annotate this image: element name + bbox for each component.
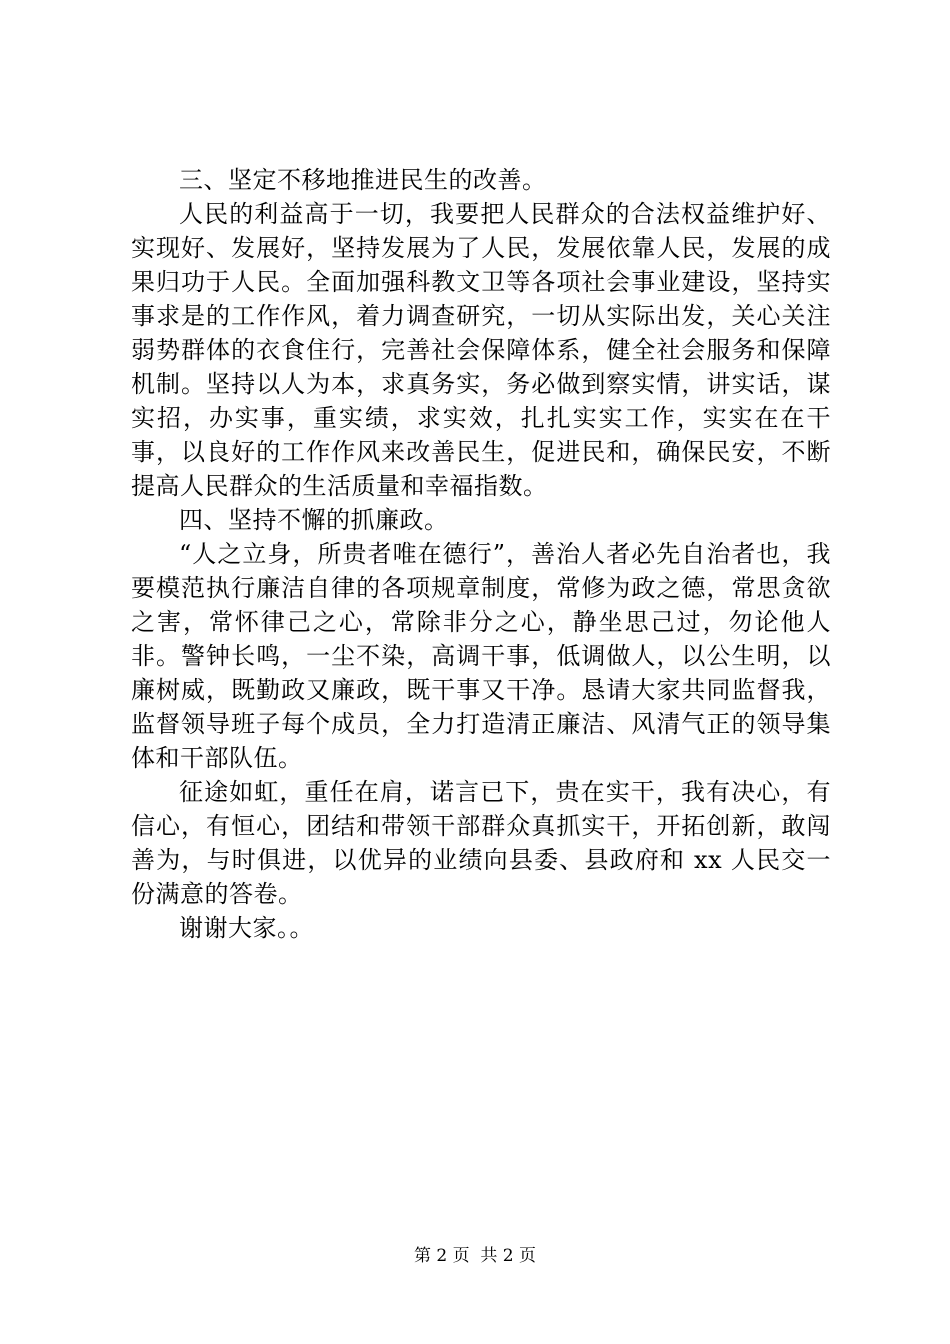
- paragraph-section-4-heading: 四、坚持不懈的抓廉政。: [179, 506, 449, 534]
- paragraph-integrity: “人之立身，所贵者唯在德行”，善治人者必先自治者也，我要模范执行廉洁自律的各项规章制度，常修为政之德，常思贪欲之害，常怀律己之心，常除非分之心，静坐思己过，勿论他人非。警钟长鸣，一尘不染，高调干事，低调做人，以公生明，以廉树威，既勤政又廉政，既干事又干净。恳请大家共同监督我，监督领导班子每个成员，全力打造清正廉洁、风清气正的领导集体和干部队伍。: [131, 540, 831, 772]
- page-number: 第 2 页 共 2 页: [413, 1246, 537, 1266]
- paragraph-closing: 征途如虹，重任在肩，诺言已下，贵在实干，我有决心，有信心，有恒心，团结和带领干部群众真抓实干，开拓创新，敢闯善为，与时俱进，以优异的业绩向县委、县政府和 xx 人民交一份满意的答卷。: [131, 778, 831, 908]
- paragraph-thanks: 谢谢大家。。: [179, 914, 314, 942]
- paragraph-livelihood: 人民的利益高于一切，我要把人民群众的合法权益维护好、实现好、发展好，坚持发展为了人民，发展依靠人民，发展的成果归功于人民。全面加强科教文卫等各项社会事业建设，坚持实事求是的工作作风，着力调查研究，一切从实际出发，关心关注弱势群体的衣食住行，完善社会保障体系，健全社会服务和保障机制。坚持以人为本，求真务实，务必做到察实情，讲实话，谋实招，办实事，重实绩，求实效，扎扎实实工作，实实在在干事，以良好的工作作风来改善民生，促进民和，确保民安，不断提高人民群众的生活质量和幸福指数。: [131, 200, 831, 500]
- page-footer: [0, 1244, 950, 1268]
- document-body: [131, 163, 831, 945]
- paragraph-section-3-heading: 三、坚定不移地推进民生的改善。: [179, 166, 547, 194]
